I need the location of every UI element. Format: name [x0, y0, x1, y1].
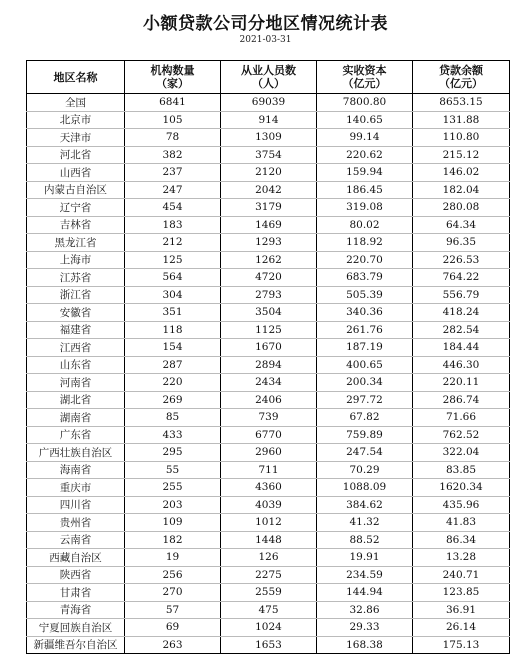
loan-balance-cell: 556.79: [413, 286, 510, 304]
institution-count-cell: 270: [125, 584, 221, 602]
paid-in-capital-cell: 384.62: [317, 496, 413, 514]
loan-balance-cell: 131.88: [413, 111, 510, 129]
paid-in-capital-cell: 168.38: [317, 636, 413, 654]
region-name-cell: 内蒙古自治区: [27, 181, 125, 199]
header-paid-in-capital-unit: （亿元）: [342, 77, 387, 90]
employee-count-cell: 1469: [221, 216, 317, 234]
employee-count-cell: 2406: [221, 391, 317, 409]
employee-count-cell: 2894: [221, 356, 317, 374]
employee-count-cell: 739: [221, 409, 317, 427]
paid-in-capital-cell: 80.02: [317, 216, 413, 234]
table-row: [27, 479, 510, 497]
institution-count-cell: 118: [125, 321, 221, 339]
report-date: 2021-03-31: [239, 35, 292, 45]
region-name-cell: 湖北省: [27, 391, 125, 409]
region-name-cell: 云南省: [27, 531, 125, 549]
region-name-cell: 上海市: [27, 251, 125, 269]
paid-in-capital-cell: 144.94: [317, 584, 413, 602]
header-paid-in-capital-label: 实收资本: [342, 64, 387, 77]
region-name-cell: 浙江省: [27, 286, 125, 304]
loan-balance-cell: 96.35: [413, 234, 510, 252]
region-name-cell: 重庆市: [27, 479, 125, 497]
employee-count-cell: 1448: [221, 531, 317, 549]
loan-balance-cell: 762.52: [413, 426, 510, 444]
institution-count-cell: 19: [125, 549, 221, 567]
table-row: [27, 146, 510, 164]
institution-count-cell: 304: [125, 286, 221, 304]
region-name-cell: 贵州省: [27, 514, 125, 532]
paid-in-capital-cell: 19.91: [317, 549, 413, 567]
region-name-cell: 吉林省: [27, 216, 125, 234]
region-name-cell: 青海省: [27, 601, 125, 619]
region-name-cell: 湖南省: [27, 409, 125, 427]
region-name-cell: 天津市: [27, 129, 125, 147]
employee-count-cell: 711: [221, 461, 317, 479]
institution-count-cell: 85: [125, 409, 221, 427]
institution-count-cell: 182: [125, 531, 221, 549]
header-row: [27, 61, 510, 94]
paid-in-capital-cell: 187.19: [317, 339, 413, 357]
table-row: [27, 426, 510, 444]
table-row: [27, 286, 510, 304]
paid-in-capital-cell: 41.32: [317, 514, 413, 532]
institution-count-cell: 454: [125, 199, 221, 217]
employee-count-cell: 1309: [221, 129, 317, 147]
paid-in-capital-cell: 759.89: [317, 426, 413, 444]
loan-balance-cell: 282.54: [413, 321, 510, 339]
loan-balance-cell: 1620.34: [413, 479, 510, 497]
region-name-cell: 山西省: [27, 164, 125, 182]
paid-in-capital-cell: 220.70: [317, 251, 413, 269]
table-row: [27, 549, 510, 567]
table-row: [27, 181, 510, 199]
institution-count-cell: 382: [125, 146, 221, 164]
loan-balance-cell: 215.12: [413, 146, 510, 164]
region-name-cell: 新疆维吾尔自治区: [27, 636, 125, 654]
table-row: [27, 356, 510, 374]
employee-count-cell: 3179: [221, 199, 317, 217]
region-name-cell: 河北省: [27, 146, 125, 164]
institution-count-cell: 237: [125, 164, 221, 182]
loan-balance-cell: 146.02: [413, 164, 510, 182]
region-name-cell: 广西壮族自治区: [27, 444, 125, 462]
institution-count-cell: 255: [125, 479, 221, 497]
region-name-cell: 北京市: [27, 111, 125, 129]
region-name-cell: 全国: [27, 94, 125, 112]
paid-in-capital-cell: 29.33: [317, 619, 413, 637]
institution-count-cell: 269: [125, 391, 221, 409]
paid-in-capital-cell: 200.34: [317, 374, 413, 392]
table-row: [27, 566, 510, 584]
institution-count-cell: 351: [125, 304, 221, 322]
table-row: [27, 601, 510, 619]
region-name-cell: 陕西省: [27, 566, 125, 584]
table-row: [27, 531, 510, 549]
header-employees-unit: （人）: [252, 77, 285, 90]
table-row: [27, 584, 510, 602]
employee-count-cell: 2042: [221, 181, 317, 199]
institution-count-cell: 247: [125, 181, 221, 199]
institution-count-cell: 287: [125, 356, 221, 374]
table-row: [27, 496, 510, 514]
table-row: [27, 129, 510, 147]
paid-in-capital-cell: 186.45: [317, 181, 413, 199]
institution-count-cell: 256: [125, 566, 221, 584]
region-name-cell: 山东省: [27, 356, 125, 374]
employee-count-cell: 2793: [221, 286, 317, 304]
paid-in-capital-cell: 70.29: [317, 461, 413, 479]
employee-count-cell: 2120: [221, 164, 317, 182]
employee-count-cell: 1024: [221, 619, 317, 637]
employee-count-cell: 1670: [221, 339, 317, 357]
table-row: [27, 444, 510, 462]
region-name-cell: 安徽省: [27, 304, 125, 322]
table-body: [27, 94, 510, 654]
table-row: [27, 461, 510, 479]
header-loan-balance-unit: （亿元）: [439, 77, 483, 90]
region-name-cell: 辽宁省: [27, 199, 125, 217]
header-institution-count: [125, 61, 221, 94]
loan-balance-cell: 123.85: [413, 584, 510, 602]
paid-in-capital-cell: 297.72: [317, 391, 413, 409]
region-name-cell: 甘肃省: [27, 584, 125, 602]
table-row: [27, 304, 510, 322]
paid-in-capital-cell: 261.76: [317, 321, 413, 339]
loan-balance-cell: 286.74: [413, 391, 510, 409]
loan-balance-cell: 226.53: [413, 251, 510, 269]
loan-balance-cell: 322.04: [413, 444, 510, 462]
table-row: [27, 374, 510, 392]
table-row: [27, 164, 510, 182]
region-name-cell: 黑龙江省: [27, 234, 125, 252]
table-row: [27, 216, 510, 234]
table-row: [27, 269, 510, 287]
institution-count-cell: 69: [125, 619, 221, 637]
table-row: [27, 339, 510, 357]
loan-balance-cell: 182.04: [413, 181, 510, 199]
employee-count-cell: 6770: [221, 426, 317, 444]
employee-count-cell: 2960: [221, 444, 317, 462]
paid-in-capital-cell: 505.39: [317, 286, 413, 304]
loan-balance-cell: 83.85: [413, 461, 510, 479]
employee-count-cell: 1012: [221, 514, 317, 532]
employee-count-cell: 914: [221, 111, 317, 129]
loan-balance-cell: 764.22: [413, 269, 510, 287]
institution-count-cell: 105: [125, 111, 221, 129]
institution-count-cell: 203: [125, 496, 221, 514]
paid-in-capital-cell: 400.65: [317, 356, 413, 374]
header-institution-count-label: 机构数量: [150, 64, 195, 77]
paid-in-capital-cell: 319.08: [317, 199, 413, 217]
header-employees-label: 从业人员数: [241, 64, 296, 77]
employee-count-cell: 4039: [221, 496, 317, 514]
table-row: [27, 234, 510, 252]
loan-balance-cell: 280.08: [413, 199, 510, 217]
institution-count-cell: 433: [125, 426, 221, 444]
employee-count-cell: 69039: [221, 94, 317, 112]
region-name-cell: 江苏省: [27, 269, 125, 287]
institution-count-cell: 212: [125, 234, 221, 252]
loan-balance-cell: 175.13: [413, 636, 510, 654]
institution-count-cell: 109: [125, 514, 221, 532]
header-paid-in-capital: [317, 61, 413, 94]
table-row: [27, 199, 510, 217]
header-region-label: 地区名称: [53, 70, 98, 84]
employee-count-cell: 4720: [221, 269, 317, 287]
paid-in-capital-cell: 220.62: [317, 146, 413, 164]
loan-balance-cell: 41.83: [413, 514, 510, 532]
table-row: [27, 514, 510, 532]
loan-balance-cell: 418.24: [413, 304, 510, 322]
loan-balance-cell: 184.44: [413, 339, 510, 357]
employee-count-cell: 126: [221, 549, 317, 567]
header-institution-count-unit: （家）: [156, 77, 189, 90]
paid-in-capital-cell: 247.54: [317, 444, 413, 462]
region-name-cell: 江西省: [27, 339, 125, 357]
employee-count-cell: 1293: [221, 234, 317, 252]
paid-in-capital-cell: 140.65: [317, 111, 413, 129]
paid-in-capital-cell: 88.52: [317, 531, 413, 549]
employee-count-cell: 2275: [221, 566, 317, 584]
employee-count-cell: 2434: [221, 374, 317, 392]
table-row: [27, 409, 510, 427]
table-row: [27, 391, 510, 409]
paid-in-capital-cell: 1088.09: [317, 479, 413, 497]
region-name-cell: 河南省: [27, 374, 125, 392]
paid-in-capital-cell: 159.94: [317, 164, 413, 182]
table-row: [27, 619, 510, 637]
employee-count-cell: 4360: [221, 479, 317, 497]
table-row: [27, 94, 510, 112]
paid-in-capital-cell: 7800.80: [317, 94, 413, 112]
header-loan-balance: [413, 61, 510, 94]
table-row: [27, 111, 510, 129]
institution-count-cell: 295: [125, 444, 221, 462]
header-region: [27, 61, 125, 94]
loan-balance-cell: 435.96: [413, 496, 510, 514]
loan-balance-cell: 446.30: [413, 356, 510, 374]
institution-count-cell: 125: [125, 251, 221, 269]
employee-count-cell: 2559: [221, 584, 317, 602]
employee-count-cell: 3504: [221, 304, 317, 322]
institution-count-cell: 564: [125, 269, 221, 287]
header-loan-balance-label: 贷款余额: [439, 64, 483, 77]
institution-count-cell: 220: [125, 374, 221, 392]
employee-count-cell: 1653: [221, 636, 317, 654]
header-employees: [221, 61, 317, 94]
institution-count-cell: 6841: [125, 94, 221, 112]
paid-in-capital-cell: 99.14: [317, 129, 413, 147]
page-title: 小额贷款公司分地区情况统计表: [143, 14, 388, 34]
loan-balance-cell: 13.28: [413, 549, 510, 567]
region-name-cell: 海南省: [27, 461, 125, 479]
employee-count-cell: 1125: [221, 321, 317, 339]
employee-count-cell: 3754: [221, 146, 317, 164]
table-row: [27, 636, 510, 654]
loan-balance-cell: 240.71: [413, 566, 510, 584]
institution-count-cell: 55: [125, 461, 221, 479]
region-name-cell: 西藏自治区: [27, 549, 125, 567]
institution-count-cell: 78: [125, 129, 221, 147]
institution-count-cell: 263: [125, 636, 221, 654]
loan-balance-cell: 71.66: [413, 409, 510, 427]
paid-in-capital-cell: 118.92: [317, 234, 413, 252]
employee-count-cell: 1262: [221, 251, 317, 269]
statistics-table: [26, 60, 510, 654]
institution-count-cell: 183: [125, 216, 221, 234]
paid-in-capital-cell: 67.82: [317, 409, 413, 427]
loan-balance-cell: 8653.15: [413, 94, 510, 112]
loan-balance-cell: 110.80: [413, 129, 510, 147]
loan-balance-cell: 36.91: [413, 601, 510, 619]
paid-in-capital-cell: 234.59: [317, 566, 413, 584]
table-row: [27, 251, 510, 269]
paid-in-capital-cell: 683.79: [317, 269, 413, 287]
region-name-cell: 四川省: [27, 496, 125, 514]
region-name-cell: 广东省: [27, 426, 125, 444]
paid-in-capital-cell: 340.36: [317, 304, 413, 322]
loan-balance-cell: 220.11: [413, 374, 510, 392]
loan-balance-cell: 26.14: [413, 619, 510, 637]
table-row: [27, 321, 510, 339]
loan-balance-cell: 64.34: [413, 216, 510, 234]
institution-count-cell: 57: [125, 601, 221, 619]
loan-balance-cell: 86.34: [413, 531, 510, 549]
institution-count-cell: 154: [125, 339, 221, 357]
paid-in-capital-cell: 32.86: [317, 601, 413, 619]
region-name-cell: 福建省: [27, 321, 125, 339]
region-name-cell: 宁夏回族自治区: [27, 619, 125, 637]
employee-count-cell: 475: [221, 601, 317, 619]
